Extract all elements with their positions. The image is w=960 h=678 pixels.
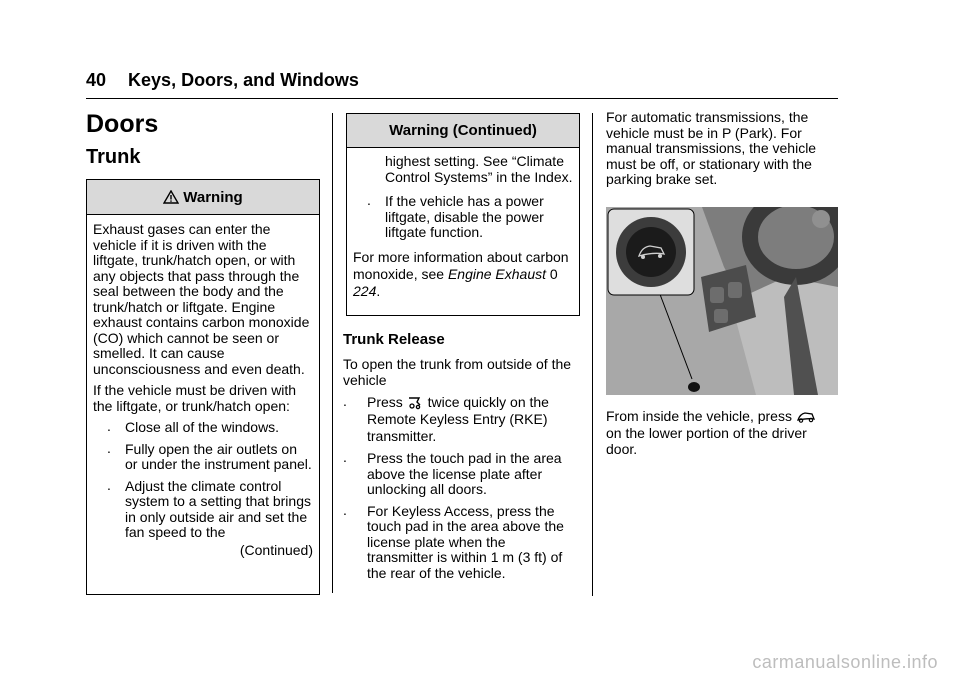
trunk-release-intro: To open the trunk from outside of the vehicle: [343, 356, 572, 388]
transmission-paragraph: For automatic transmissions, the vehicle must be in P (Park). For manual transmissions, the vehicle must be off, or stationary with the parking brake set.: [606, 109, 817, 187]
column-divider: [592, 113, 593, 596]
heading-trunk: Trunk: [86, 146, 141, 168]
warning-bullet: . Fully open the air outlets on or under the instrument panel.: [107, 439, 312, 472]
warning-box: [86, 179, 320, 595]
warning-bullet: . Adjust the climate control system to a setting that brings in only outside air and set the fan speed to the: [107, 476, 311, 540]
heading-doors: Doors: [86, 110, 159, 138]
warning-title: Warning: [183, 188, 243, 206]
trunk-release-bullet: . For Keyless Access, press the touch pad in the area above the license plate when the transmitter is within 1 m (3 ft) of the rear of the vehicle.: [343, 501, 564, 581]
warning-bullet: . Close all of the windows.: [107, 418, 280, 435]
warning-paragraph: If the vehicle must be driven with the liftgate, or trunk/hatch open:: [93, 382, 297, 414]
column-divider: [332, 113, 333, 593]
watermark: carmanualsonline.info: [752, 652, 938, 672]
trunk-release-bullet: . Press twice quickly on the Remote Keyless Entry (RKE) transmitter.: [343, 393, 549, 444]
page-header: [86, 70, 359, 91]
trunk-release-section: [343, 357, 575, 581]
warning-paragraph: Exhaust gases can enter the vehicle if it is driven with the liftgate, trunk/hatch open, or with any objects that pass through the seal between the body and the trunk/hatch or liftgate. Engine exhaust contains carbon monoxide (CO) which cannot be seen or smelled. It can cause unconsciousness and even death.: [93, 221, 310, 377]
trunk-release-icon: [796, 410, 816, 425]
trunk-key-icon: [407, 395, 422, 410]
photo-caption: From inside the vehicle, press on the lower portion of the driver door.: [606, 408, 836, 457]
trunk-release-bullet: . Press the touch pad in the area above the license plate after unlocking all doors.: [343, 449, 562, 497]
page-ref: 224: [353, 282, 377, 299]
page-number: 40: [86, 70, 107, 90]
header-rule: [86, 98, 838, 99]
warning-bullet: . If the vehicle has a power liftgate, disable the power liftgate function.: [367, 192, 544, 240]
warning-continuation: highest setting. See “Climate Control Systems” in the Index.: [385, 153, 573, 185]
continued-label: (Continued): [239, 541, 313, 558]
page-ref-symbol: 0: [549, 265, 558, 282]
door-illustration: [606, 207, 838, 395]
driver-door-photo: [606, 207, 838, 395]
engine-exhaust-reference: Engine Exhaust: [447, 265, 547, 282]
warning-continued-box: [346, 113, 580, 316]
more-info-paragraph: For more information about carbon monoxide, see Engine Exhaust 0 224.: [353, 248, 569, 299]
heading-trunk-release: Trunk Release: [343, 331, 445, 348]
warning-triangle-icon: [163, 190, 179, 204]
section-title: Keys, Doors, and Windows: [128, 70, 359, 90]
warning-continued-header: Warning (Continued): [347, 114, 579, 148]
warning-box-header: [87, 180, 319, 215]
